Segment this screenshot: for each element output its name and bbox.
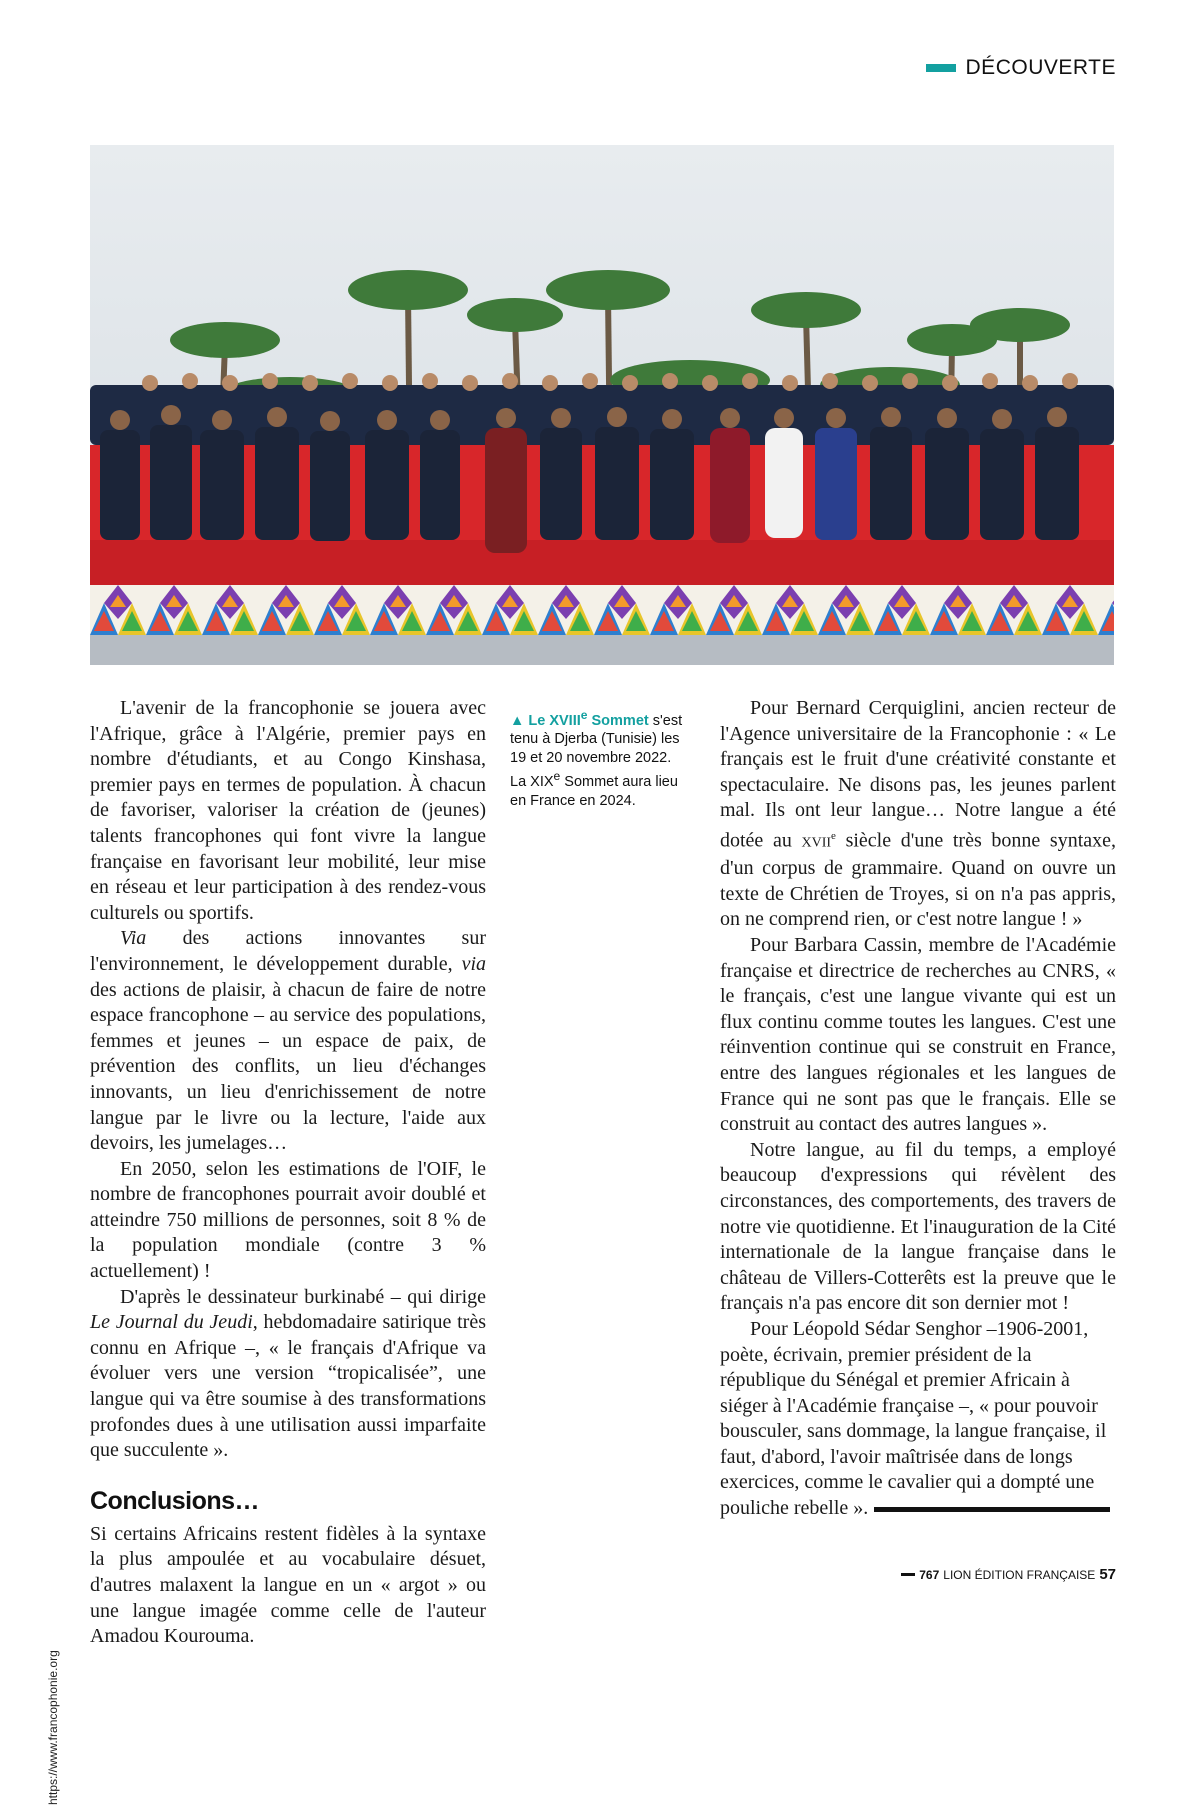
text-run: des actions innovantes sur l'environnement, le développement durable,	[90, 927, 486, 975]
superscript: e	[580, 708, 588, 722]
article-column-left	[90, 696, 486, 1650]
footer-bar	[901, 1573, 915, 1576]
page-footer	[901, 1566, 1116, 1583]
text-run: Sommet	[587, 712, 649, 729]
paragraph	[90, 1285, 486, 1464]
photo-caption	[510, 706, 690, 810]
issue-number: 767	[919, 1568, 940, 1582]
section-title: DÉCOUVERTE	[965, 56, 1116, 79]
summit-group-photo	[90, 145, 1114, 665]
text-run: ▲ Le XVIII	[510, 712, 581, 729]
section-tag-bar	[926, 64, 956, 72]
superscript: e	[831, 829, 836, 842]
section-subheading: Conclusions…	[90, 1486, 260, 1515]
caption-highlight	[510, 708, 649, 729]
source-link[interactable]: https://www.francophonie.org	[46, 1650, 60, 1805]
paragraph: Si certains Africains restent fidèles à la syntaxe la plus ampoulée et au vocabulaire désuet, d'autres malaxent la langue en un « argot » ou une langue imagée comme celle de l'auteur Amadou Kourouma.	[90, 1522, 486, 1648]
text-run: Pour Bernard Cerquiglini, ancien recteur de l'Agence universitaire de la Francophonie : « Le français est le fruit d'une créativité constante et spectaculaire. Ne disons pas, les jeunes parlent mal. Ils ont leur langue… Notre langue a été dotée au	[720, 697, 1116, 852]
summit-photo-illustration	[90, 145, 1114, 665]
paragraph: Pour Barbara Cassin, membre de l'Académie française et directrice de recherches au CNRS, « le français, c'est une langue vivante qui est un flux continu comme toutes les langues. C'est une réinvention continue qui se construit en France, entre des langues régionales et les langues de France qui ne sont pas que le français. Elle se construit au contact des autres langues ».	[720, 934, 1116, 1136]
end-rule	[874, 1507, 1110, 1512]
paragraph: En 2050, selon les estimations de l'OIF, le nombre de francophones pourrait avoir doublé et atteindre 750 millions de personnes, soit 8 % de la population mondiale (contre 3 % actuellement) !	[90, 1157, 486, 1283]
publication-title: Le Journal du Jeudi	[90, 1311, 253, 1334]
text-run: des actions de plaisir, à chacun de faire de notre espace francophone – au service des populations, femmes et jeunes – un espace de paix, de prévention des conflits, un lieu d'échanges innovants, un lieu d'enrichissement de notre langue par le livre ou la lecture, l'aide aux devoirs, les jumelages…	[90, 978, 486, 1155]
paragraph: Notre langue, au fil du temps, a employé beaucoup d'expressions qui révèlent des circonstances, des comportements, des travers de notre vie quotidienne. Et l'inauguration de la Cité internationale de la langue française dans le château de Villers-Cotterêts est la preuve que le français n'a pas encore dit son dernier mot !	[720, 1138, 1116, 1315]
text-run: , hebdomadaire satirique très connu en Afrique –, « le français d'Afrique va évoluer vers une version “tropicalisée”, une langue qui va être soumise à des transformations profondes dues à une utilisation aussi imparfaite que succulente ».	[90, 1311, 486, 1462]
article-column-right	[720, 696, 1116, 1522]
italic-text: via	[461, 952, 486, 975]
paragraph: L'avenir de la francophonie se jouera avec l'Afrique, grâce à l'Algérie, premier pays en nombre d'étudiants, et au Congo Kinshasa, premier pays en termes de population. À chacun de favoriser, valoriser la création de (jeunes) talents francophones qui font vivre la langue française en favorisant leur mobilité, leur mise en réseau et leur participation à des rendez-vous culturels ou sportifs.	[90, 697, 486, 924]
text-run: Pour Léopold Sédar Senghor –1906-2001, poète, écrivain, premier président de la république du Sénégal et premier Africain à siéger à l'Académie française –, « pour pouvoir bousculer, sans dommage, la langue française, il faut, d'abord, l'avoir maîtrisée dans de longs exercices, comme le cavalier qui a dompté une pouliche rebelle ».	[720, 1317, 1107, 1520]
page-number: 57	[1099, 1566, 1116, 1583]
text-run: s'est tenu à Djerba (Tunisie) les 19 et 20 novembre 2022. La XIX	[510, 712, 683, 791]
text-run: siècle d'une très bonne syntaxe, d'un corpus de grammaire. Quand on ouvre un texte de Chrétien de Troyes, si on n'a pas appris, on ne comprend rien, or c'est notre langue ! »	[720, 829, 1117, 931]
text-run: D'après le dessinateur burkinabé – qui dirige	[120, 1285, 486, 1308]
century-numeral: XVII	[801, 835, 832, 851]
paragraph	[90, 926, 486, 1156]
paragraph	[720, 696, 1116, 933]
text-run: Sommet aura lieu en France en 2024.	[510, 774, 678, 809]
italic-text: Via	[120, 927, 147, 950]
section-tag	[926, 56, 1116, 80]
superscript: e	[553, 769, 561, 784]
magazine-name: LION ÉDITION FRANÇAISE	[943, 1568, 1096, 1582]
paragraph	[720, 1317, 1116, 1522]
